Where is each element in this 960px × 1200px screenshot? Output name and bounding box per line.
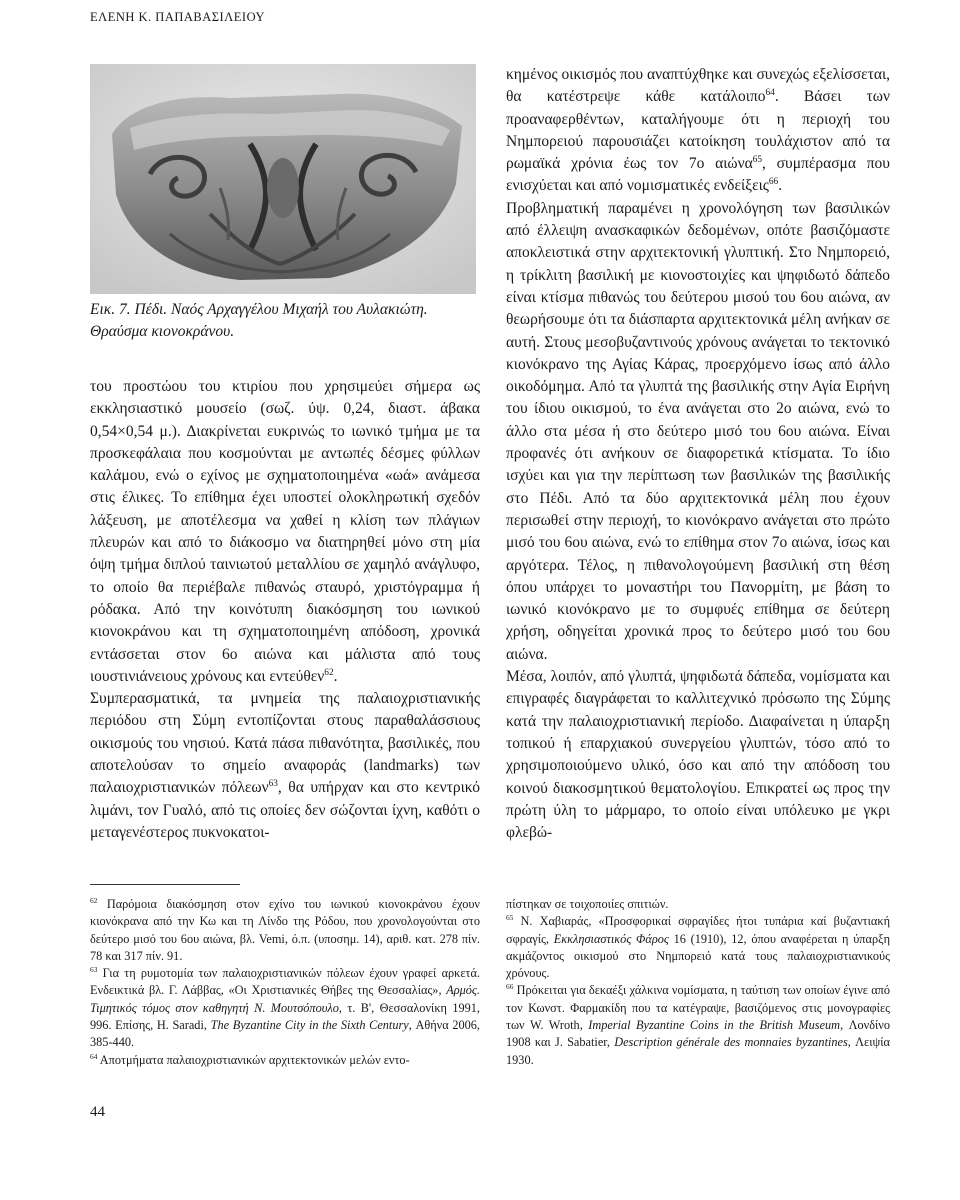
footnote-62: $^{62}$ Παρόμοια διακόσμηση στον εχίνο του ιωνικού κιονοκράνου έχουν κιονόκρανα από την Κω και τη Λίνδο της Ρόδου, που χρονολογούνται στο δεύτερο μισό του 6ου αιώνα, βλ. Vemi, ό.π. (υποσημ. 14), αριθ. κατ. 278 πίν. 78 και 317 πίν. 91. — [90, 895, 480, 963]
paragraph: του προστώου του κτιρίου που χρησιμεύει σήμερα ως εκκλησιαστικό μουσείο (σωζ. ύψ. 0,24, διαστ. άβακα 0,54×0,54 μ.). Διακρίνεται ευκρινώς το ιωνικό τμήμα με τα προσκεφάλαια που κοσμούνται με αντωπές δέσμες φύλλων καλάμου, ενώ ο εχίνος με σχηματοποιημένα «ωά» ανάμεσα στις έλικες. Το επίθημα έχει υποστεί ολοκληρωτική σχεδόν λάξευση, με αποτέλεσμα να χαθεί η κλίση των πλάγιων πλευρών και από το διάκοσμο να διατηρηθεί μόνο στη μία όψη τμήμα διπλού ταινιωτού μεταλλίου σε χαμηλό ανάγλυφο, το οποίο θα περιέβαλε πιθανώς σταυρό, χριστόγραμμα ή ρόδακα. Από την κοινότυπη διακόσμηση του ιωνικού κιονοκράνου και τη σχηματοποιημένη απόδοση, χρονικά εντάσσεται στον 6ο αιώνα και μάλιστα από τους ιουστινιάνειους χρόνους και εντεύθεν$^{62}$. — [90, 378, 480, 685]
footnote-63: $^{63}$ Για τη ρυμοτομία των παλαιοχριστιανικών πόλεων έχουν γραφεί αρκετά. Ενδεικτικά βλ. Γ. Λάββας, «Οι Χριστιανικές Θήβες της Θεσσαλίας», Αρμός. Τιμητικός τόμος στον καθηγητή Ν. Μουτσόπουλο, τ. Β', Θεσσαλονίκη 1991, 996. Επίσης, Η. Saradi, The Byzantine City in the Sixth Century, Αθήνα 2006, 385-440. — [90, 965, 480, 1050]
figure-photo — [90, 64, 476, 294]
left-column — [90, 376, 480, 844]
footnote-ref[interactable]: 62 — [324, 667, 334, 678]
footnote-ref[interactable]: 66 — [768, 177, 779, 188]
right-column — [506, 64, 890, 844]
footnotes-left — [90, 896, 480, 1069]
footnote-66: $^{66}$ Πρόκειται για δεκαέξι χάλκινα νομίσματα, η ταύτιση των οποίων έγινε από τον Κωνστ. Φαρμακίδη που τα κατέγραψε, βασιζόμενος στις μονογραφίες των W. Wroth, Imperial Byzantine Coins in the British Museum, Λονδίνο 1908 και J. Sabatier, Description générale des monnaies byzantines, Λειψία 1930. — [506, 982, 891, 1067]
running-title: ΕΛΕΝΗ Κ. ΠΑΠΑΒΑΣΙΛΕΙΟΥ — [90, 10, 265, 24]
capital-fragment-photo — [90, 64, 476, 294]
paragraph: Μέσα, λοιπόν, από γλυπτά, ψηφιδωτά δάπεδα, νομίσματα και επιγραφές διαγράφεται το καλλιτεχνικό πρόσωπο της Σύμης κατά την παλαιοχριστιανική περίοδο. Διαφαίνεται η ύπαρξη τοπικού ή επαρχιακού συνεργείου γλυπτών, τόσο από το χρησιμοποιούμενο υλικό, όσο και από την απόδοση του κοινού διακοσμητικού θεματολογίου. Επικρατεί ως προς την πρώτη ύλη το μάρμαρο, το οποίο είναι υπόλευκο με γκρι φλεβώ- — [506, 668, 890, 842]
paragraph: Συμπερασματικά, τα μνημεία της παλαιοχριστιανικής περιόδου στη Σύμη εντοπίζονται στους παραθαλάσσιους οικισμούς του νησιού. Κατά πάσα πιθανότητα, βασιλικές, που αποτελούσαν το σημείο αναφοράς (landmarks) των παλαιοχριστιανικών πόλεων$^{63}$, θα υπήρχαν και στο κεντρικό λιμάνι, τον Γυαλό, από τις οποίες δεν σώζονται ίχνη, καθότι ο μεταγενέστερος πυκνοκατοι- — [90, 690, 480, 841]
figure-caption: Εικ. 7. Πέδι. Ναός Αρχαγγέλου Μιχαήλ του Αυλακιώτη. Θραύσμα κιονοκράνου. — [90, 301, 428, 340]
page-number: 44 — [90, 1104, 105, 1120]
footnote-65: $^{65}$ Ν. Χαβιαράς, «Προσφορικαί σφραγίδες ήτοι τυπάρια καί βυζαντιακή σφραγίς, Εκκλησιαστικός Φάρος 16 (1910), 12, όπου αναφέρεται η ύπαρξη ακμάζοντος οικισμού στο Νημπορειό κατά τους παλαιοχριστιανικούς χρόνους. — [506, 913, 890, 981]
footnote-64: $^{64}$ Αποτμήματα παλαιοχριστιανικών αρχιτεκτονικών μελών εντο- — [90, 1051, 410, 1067]
footnote-ref[interactable]: 63 — [268, 779, 278, 790]
paragraph: Προβληματική παραμένει η χρονολόγηση των βασιλικών από έλλειψη ανασκαφικών δεδομένων, οπότε βασιζόμαστε αποκλειστικά στην αρχιτεκτονική γλυπτική. Στο Νημπορειό, η τρίκλιτη βασιλική με κιονοστοιχίες και ψηφιδωτό δάπεδο είναι κτίσμα πιθανώς του δεύτερου μισού του 6ου αιώνα, αν θεωρήσουμε ότι τα διάσπαρτα αρχιτεκτονικά μέλη ανήκαν σε αυτή. Στους μεσοβυζαντινούς χρόνους ανάγεται το τεκτονικό κιονόκρανο της Αγίας Κάρας, προερχόμενο ίσως από άλλο οικοδόμημα. Από τα γλυπτά της βασιλικής στην Αγία Ειρήνη του ίδιου οικισμού, το ένα ανάγεται στο 2ο αιώνα, ενώ το άλλο στα μέσα ή στο δεύτερο μισό του 6ου αιώνα. Είναι προφανές ότι ανήκουν σε διαφορετικά κτίσματα. Το ίδιο ισχύει και για την περίπτωση των βασιλικών της βασιλικής στο Πέδι. Από τα δύο αρχιτεκτονικά μέλη που έχουν περισωθεί στην περιοχή, το κιονόκρανο ανάγεται στο πρώτο μισό του 6ου αιώνα, ενώ το επίθημα στον 7ο αιώνα, ίσως και αργότερα. Τέλος, η πιθανολογούμενη βασιλική στη θέση όπου υπάρχει το μοναστήρι του Πανορμίτη, με βάση το ιωνικό κιονόκρανο με το συμφυές επίθημα σε δεύτερη χρήση, οδηγείται χρονικά προς το δεύτερο μισό του 6ου αιώνα. — [506, 199, 890, 663]
footnotes-right — [506, 896, 890, 1069]
footnote-ref[interactable]: 64 — [765, 88, 775, 99]
footnote-64-continued: πίστηκαν σε τοιχοποιίες σπιτιών. — [506, 897, 669, 911]
footnote-ref[interactable]: 65 — [752, 155, 763, 166]
footnote-divider — [90, 884, 240, 885]
paragraph: κημένος οικισμός που αναπτύχθηκε και συνεχώς εξελίσσεται, θα κατέστρεψε κάθε κατάλοιπο$^{64}$. Βάσει των προαναφερθέντων, καταλήγουμε ότι η περιοχή του Νημπορειού παρουσιάζει κατοίκηση τουλάχιστον από τα ρωμαϊκά χρόνια έως τον 7ο αιώνα$^{65}$, συμπέρασμα που ενισχύεται και από νομισματικές ενδείξεις$^{66}$. — [506, 66, 890, 195]
